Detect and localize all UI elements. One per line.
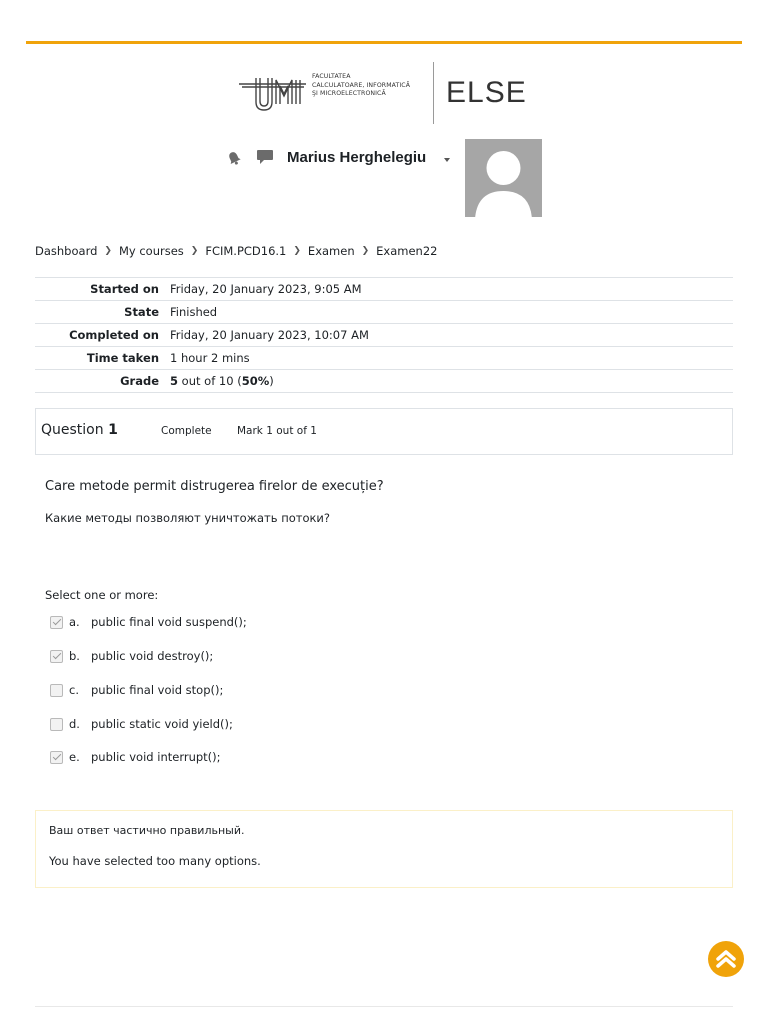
grade-value xyxy=(170,370,733,393)
question-title xyxy=(41,422,118,438)
option-letter: d. xyxy=(69,717,80,731)
chevron-right-icon: ❯ xyxy=(190,246,199,256)
faculty-name xyxy=(312,73,410,99)
grade-close: ) xyxy=(269,374,274,388)
answer-prompt: Select one or more: xyxy=(45,588,159,602)
question-text-ro: Care metode permit distrugerea firelor de execuție? xyxy=(45,479,384,494)
chat-icon[interactable] xyxy=(256,149,274,165)
utm-logo-mark xyxy=(236,72,310,112)
header-accent-line xyxy=(26,41,742,44)
summary-value: Friday, 20 January 2023, 10:07 AM xyxy=(170,324,733,347)
user-silhouette-icon xyxy=(465,139,542,217)
option-text: public void destroy(); xyxy=(91,649,214,663)
chevron-right-icon: ❯ xyxy=(361,246,370,256)
breadcrumb-examen[interactable]: Examen xyxy=(307,244,355,258)
summary-label: Completed on xyxy=(35,324,170,347)
option-letter: c. xyxy=(69,683,79,697)
chevron-up-icon xyxy=(714,947,738,971)
summary-value: Friday, 20 January 2023, 9:05 AM xyxy=(170,278,733,301)
option-letter: e. xyxy=(69,750,80,764)
question-info-box xyxy=(35,408,733,455)
faculty-line-3: ŞI MICROELECTRONICĂ xyxy=(312,90,386,98)
table-row xyxy=(35,301,733,324)
summary-label: Started on xyxy=(35,278,170,301)
option-text: public void interrupt(); xyxy=(91,750,221,764)
grade-percent: 50% xyxy=(241,374,270,388)
answer-checkbox[interactable] xyxy=(50,616,63,629)
faculty-line-2: CALCULATOARE, INFORMATICĂ xyxy=(312,81,411,89)
answer-option-b[interactable] xyxy=(50,648,213,664)
bell-icon[interactable] xyxy=(226,150,242,166)
answer-option-e[interactable] xyxy=(50,749,221,765)
logo-divider xyxy=(433,62,434,124)
grade-score: 5 xyxy=(170,374,179,388)
table-row xyxy=(35,370,733,393)
footer-divider xyxy=(35,1006,733,1007)
grade-out-of: out of 10 ( xyxy=(178,374,242,388)
faculty-line-1: FACULTATEA xyxy=(312,73,351,80)
site-logo[interactable] xyxy=(236,60,526,126)
summary-value: 1 hour 2 mins xyxy=(170,347,733,370)
question-state: Complete xyxy=(161,425,212,437)
option-letter: a. xyxy=(69,615,80,629)
question-mark: Mark 1 out of 1 xyxy=(237,425,317,437)
chevron-right-icon: ❯ xyxy=(293,246,301,256)
breadcrumb-dashboard[interactable]: Dashboard xyxy=(35,244,98,258)
option-text: public static void yield(); xyxy=(91,717,233,731)
back-to-top-button[interactable] xyxy=(708,941,744,977)
feedback-too-many: You have selected too many options. xyxy=(49,854,261,868)
feedback-partially-correct: Ваш ответ частично правильный. xyxy=(49,824,245,837)
chevron-down-icon[interactable] xyxy=(444,158,450,162)
table-row xyxy=(35,278,733,301)
answer-option-c[interactable] xyxy=(50,682,223,698)
question-number: 1 xyxy=(108,422,118,438)
table-row xyxy=(35,347,733,370)
question-prefix: Question xyxy=(41,422,109,438)
summary-label: State xyxy=(35,301,170,324)
grade-label: Grade xyxy=(35,370,170,393)
chevron-right-icon: ❯ xyxy=(104,246,112,256)
answer-option-d[interactable] xyxy=(50,716,233,732)
brand-name: ELSE xyxy=(446,76,527,109)
table-row xyxy=(35,324,733,347)
answer-checkbox[interactable] xyxy=(50,751,63,764)
user-menu-name[interactable]: Marius Herghelegiu xyxy=(287,149,427,166)
question-text-ru: Какие методы позволяют уничтожать потоки? xyxy=(45,511,331,525)
option-letter: b. xyxy=(69,649,80,663)
attempt-summary-table xyxy=(35,277,733,393)
answer-checkbox[interactable] xyxy=(50,718,63,731)
summary-value: Finished xyxy=(170,301,733,324)
answer-option-a[interactable] xyxy=(50,614,247,630)
option-text: public final void suspend(); xyxy=(91,615,247,629)
feedback-box xyxy=(35,810,733,888)
summary-label: Time taken xyxy=(35,347,170,370)
option-text: public final void stop(); xyxy=(91,683,224,697)
avatar[interactable] xyxy=(465,139,542,217)
breadcrumb xyxy=(35,244,437,258)
answer-checkbox[interactable] xyxy=(50,684,63,697)
breadcrumb-course[interactable]: FCIM.PCD16.1 xyxy=(205,244,287,258)
breadcrumb-my-courses[interactable]: My courses xyxy=(118,244,184,258)
breadcrumb-examen22[interactable]: Examen22 xyxy=(376,244,438,258)
answer-checkbox[interactable] xyxy=(50,650,63,663)
